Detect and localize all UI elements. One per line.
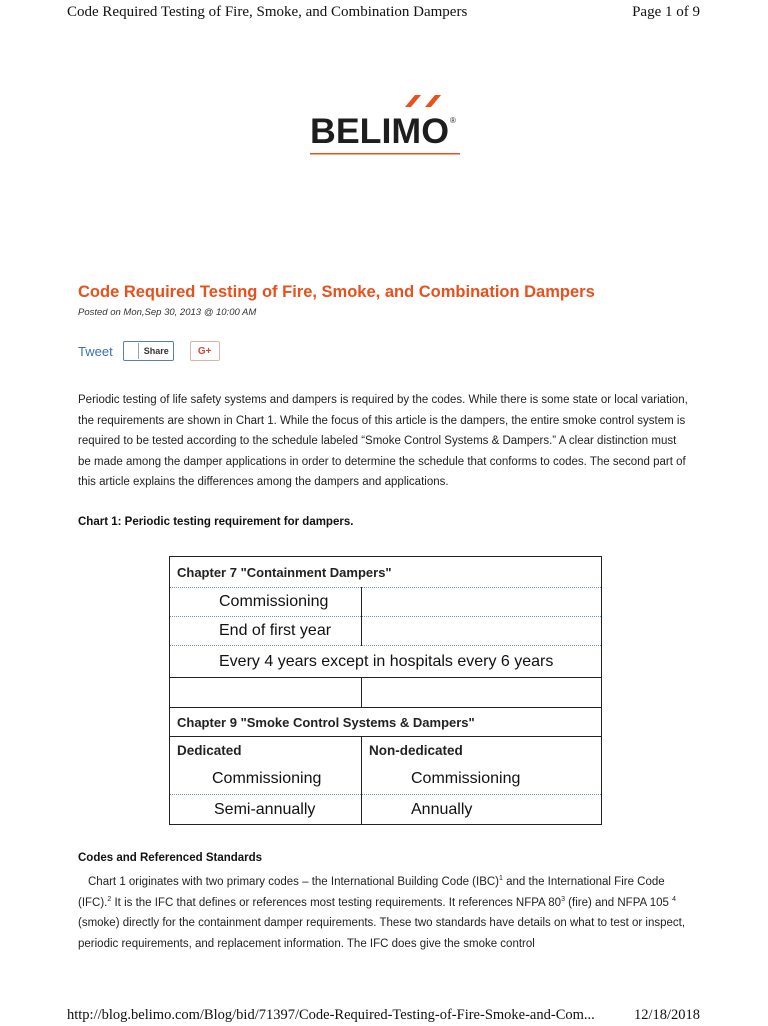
intro-paragraph: Periodic testing of life safety systems and dampers is required by the codes. While there is some state or local variation, the requirements are shown in Chart 1. While the focus of this article is the dampers, the entire smoke control system is required to be tested according to the schedule labeled “Smoke Control Systems & Dampers.” A clear distinction must be made among the damper applications in order to determine the schedule that conforms to codes. The second part of this article explains the differences among the dampers and applications. (78, 394, 688, 489)
tweet-link[interactable]: Tweet (78, 343, 113, 359)
dedicated-semi-annually: Semi-annually (170, 795, 362, 825)
codes-text-1: Chart 1 originates with two primary codes – the International Building Code (IBC) (88, 876, 500, 888)
posted-date: Posted on Mon,Sep 30, 2013 @ 10:00 AM (78, 307, 257, 318)
google-plus-button[interactable]: G+ (190, 341, 220, 361)
footnote-ref-3[interactable]: 3 (561, 895, 565, 903)
codes-text-5: (smoke) directly for the containment damper requirements. These two standards have details on what to test or inspect, periodic requirements, and replacement information. The IFC does give the smoke control (78, 917, 686, 950)
belimo-logo-mark (309, 93, 461, 157)
empty-cell (362, 588, 602, 617)
column-dedicated: Dedicated (170, 737, 362, 765)
logo-wordmark: BELIMO (310, 112, 449, 151)
share-label: Share (143, 346, 169, 356)
empty-cell (170, 678, 362, 708)
facebook-share-button[interactable] (123, 341, 174, 361)
non-dedicated-commissioning: Commissioning (362, 765, 602, 795)
codes-paragraph (78, 872, 690, 954)
chapter9-heading: Chapter 9 "Smoke Control Systems & Dampers" (170, 708, 602, 737)
article-title: Code Required Testing of Fire, Smoke, and Combination Dampers (78, 283, 595, 301)
testing-requirements-table (169, 556, 602, 825)
footer-url[interactable]: http://blog.belimo.com/Blog/bid/71397/Code-Required-Testing-of-Fire-Smoke-and-Com... (67, 1006, 595, 1023)
belimo-logo (309, 93, 461, 157)
chapter7-heading: Chapter 7 "Containment Dampers" (170, 557, 602, 588)
footnote-ref-1[interactable]: 1 (499, 875, 503, 883)
codes-text-3: It is the IFC that defines or references most testing requirements. It references NFPA 80 (111, 896, 562, 909)
footnote-ref-4[interactable]: 4 (672, 895, 677, 903)
codes-heading: Codes and Referenced Standards (78, 852, 263, 864)
print-header (67, 0, 700, 24)
print-footer (67, 1004, 700, 1026)
chapter7-row-first-year: End of first year (170, 617, 362, 646)
footer-date: 12/18/2018 (633, 1006, 700, 1023)
print-header-title: Code Required Testing of Fire, Smoke, and Combination Dampers (67, 3, 468, 20)
chapter7-row-every-4-years: Every 4 years except in hospitals every 6 years (170, 646, 602, 678)
chapter7-row-commissioning: Commissioning (170, 588, 362, 617)
non-dedicated-annually: Annually (362, 795, 602, 825)
registered-mark: ® (450, 116, 456, 125)
footnote-ref-2[interactable]: 2 (107, 895, 112, 903)
empty-cell (362, 617, 602, 646)
page-number: Page 1 of 9 (632, 3, 700, 20)
dedicated-commissioning: Commissioning (170, 765, 362, 795)
column-non-dedicated: Non-dedicated (362, 737, 602, 765)
codes-text-4: (fire) and NFPA 105 (564, 896, 673, 909)
chart-caption: Chart 1: Periodic testing requirement for dampers. (78, 516, 354, 528)
codes-text-2: and the International Fire Code (IFC). (78, 876, 665, 909)
empty-cell (362, 678, 602, 708)
facebook-icon (124, 343, 139, 359)
social-share-bar (78, 340, 220, 362)
